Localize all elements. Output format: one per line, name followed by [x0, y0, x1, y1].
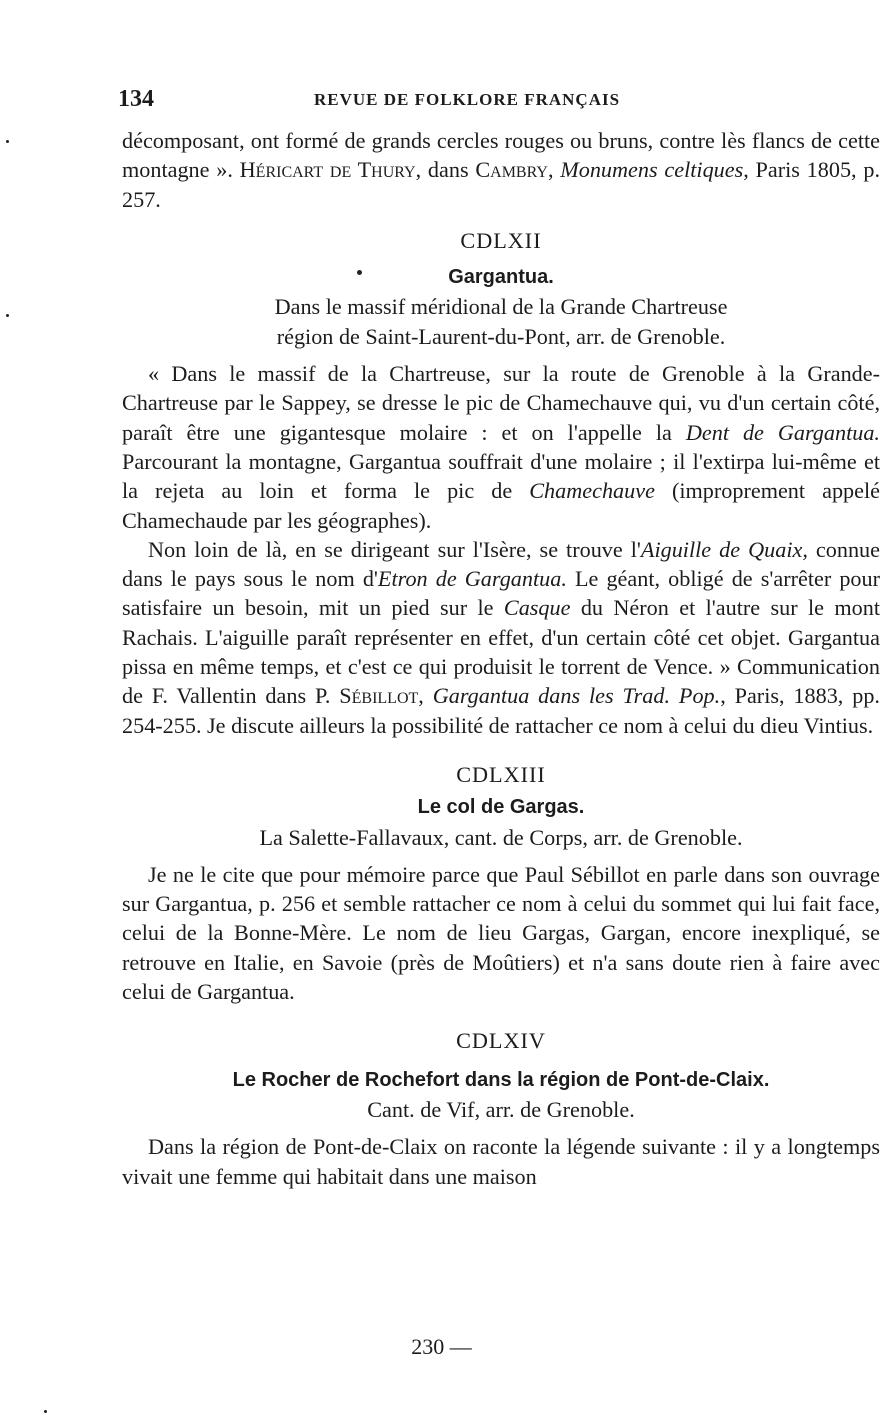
text-run: décomposant, ont formé de grands cercles rouges ou bruns, contre lès flancs de cette montagne ». [122, 128, 880, 183]
emphasis: Casque [503, 595, 571, 621]
section-paragraph: Dans la région de Pont-de-Claix on raconte la légende suivante : il y a longtemps vivait une femme qui habitait dans une maison [122, 1134, 880, 1189]
text-run: , [418, 683, 433, 709]
text-run: du Néron et l'autre sur le mont Rachais. L'aiguille paraît représenter en effet, d'un certain côté cet objet. Gargantua pissa en même temps, et c'est ce qui produisit le torrent de Vence. » Communication de F. Vallentin dans P. [122, 595, 880, 709]
page-header [118, 86, 878, 116]
section-subtitle: Dans le massif méridional de la Grande Chartreuse [274, 294, 728, 320]
section-paragraph: Je ne le cite que pour mémoire parce que Paul Sébillot en parle dans son ouvrage sur Gargantua, p. 256 et semble rattacher ce nom à celui du sommet qui lui fait face, celui de la Bonne-Mère. Le nom de lieu Gargas, Gargan, encore inexpliqué, se retrouve en Italie, en Savoie (près de Moûtiers) et n'a sans doute rien à faire avec celui de Gargantua. [122, 861, 880, 1005]
emphasis: Aiguille de Quaix, [640, 536, 808, 562]
section-title: Gargantua. [448, 266, 554, 289]
emphasis: Dent de Gargantua. [685, 419, 880, 445]
emphasis: Etron de Gargantua. [377, 566, 567, 592]
author-name: Héricart de Thury [239, 157, 416, 183]
intro-paragraph [122, 126, 880, 214]
text-run: , dans [415, 157, 476, 183]
text-run: , Paris, 1883, pp. 254-255. Je discute ailleurs la possibilité de rattacher ce nom à celui du dieu Vintius. [122, 683, 880, 738]
text-run: « Dans le massif de la Chartreuse, sur la route de Grenoble à la Grande-Chartreuse par le Sappey, se dresse le pic de Chamechauve qui, vu d'un certain côté, paraît être une gigantesque molaire : et on l'appelle la [122, 361, 880, 445]
emphasis: Gargantua dans les Trad. Pop. [432, 683, 721, 709]
text-run: connue dans le pays sous le nom d' [122, 536, 880, 592]
print-speck [6, 140, 9, 143]
section-title: Le col de Gargas. [417, 796, 585, 819]
print-speck [6, 314, 9, 317]
section-number: CDLXIII [456, 761, 546, 787]
emphasis: Chamechauve [529, 478, 655, 504]
print-speck [44, 1410, 47, 1413]
section-title: Le Rocher de Rochefort dans la région de Pont-de-Claix. [232, 1068, 770, 1091]
page-body [122, 126, 880, 1191]
text-run: Non loin de là, en se dirigeant sur l'Isère, se trouve l' [148, 536, 641, 562]
print-speck [357, 270, 362, 275]
text-run: Parcourant la montagne, Gargantua souffrait d'une molaire ; il l'extirpa lui-même et la rejeta au loin et forma le pic de [122, 448, 880, 504]
page-footer: 230 — [411, 1334, 472, 1359]
section-subtitle: La Salette-Fallavaux, cant. de Corps, arr. de Grenoble. [259, 824, 743, 850]
section-number: CDLXII [460, 227, 542, 253]
running-title: REVUE DE FOLKLORE FRANÇAIS [314, 90, 621, 109]
author-name: Sébillot [339, 683, 419, 709]
text-run: , Paris 1805, p. 257. [122, 157, 881, 212]
page-number: 134 [118, 86, 154, 112]
text-run: Le géant, obligé de s'arrêter pour satisfaire un besoin, mit un pied sur le [122, 566, 881, 621]
section-subtitle: région de Saint-Laurent-du-Pont, arr. de Grenoble. [276, 323, 726, 349]
section-number: CDLXIV [456, 1028, 546, 1054]
section-paragraph [122, 535, 880, 740]
text-run: (improprement appelé Chamechaude par les géographes). [122, 478, 880, 533]
work-title: Monumens celtiques [560, 157, 744, 183]
author-name: Cambry [475, 157, 548, 183]
text-run: , [547, 157, 561, 183]
section-paragraph [122, 359, 880, 535]
section-subtitle: Cant. de Vif, arr. de Grenoble. [367, 1096, 635, 1122]
